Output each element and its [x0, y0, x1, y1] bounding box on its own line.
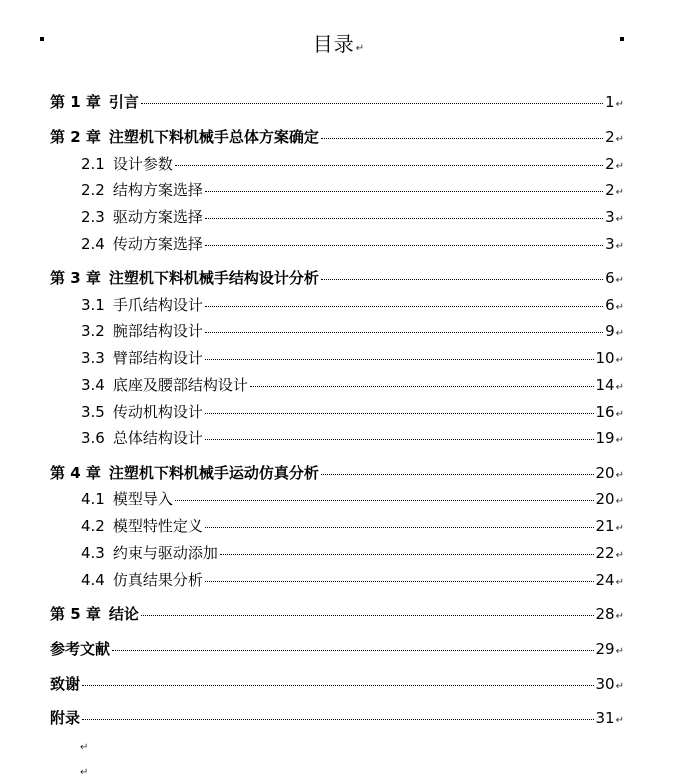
toc-dot-leader — [205, 306, 603, 307]
toc-dot-leader — [321, 474, 594, 475]
toc-dot-leader — [220, 554, 594, 555]
toc-entry-label: 模型导入 — [112, 490, 173, 508]
toc-entry-label: 注塑机下料机械手结构设计分析 — [108, 269, 319, 287]
toc-entry-page: 29 — [595, 640, 615, 658]
toc-entry-label: 参考文献 — [50, 640, 111, 658]
toc-dot-leader — [82, 719, 594, 720]
toc-entry-number: 4.1 — [81, 490, 105, 508]
toc-dot-leader — [205, 581, 594, 582]
toc-dot-leader — [175, 165, 603, 166]
paragraph-mark-icon: ↵ — [615, 715, 624, 726]
toc-entry-page: 14 — [595, 376, 615, 394]
toc-entry[interactable] — [50, 640, 624, 661]
toc-entry-number: 2.1 — [81, 155, 105, 173]
toc-dot-leader — [175, 500, 594, 501]
toc-entry-label: 模型特性定义 — [112, 517, 203, 535]
toc-title-text: 目录 — [312, 32, 355, 56]
toc-entry-page: 2 — [605, 181, 615, 199]
toc-entry-label: 注塑机下料机械手总体方案确定 — [108, 128, 319, 146]
toc-entry-label: 传动方案选择 — [112, 235, 203, 253]
toc-entry-number: 3.6 — [81, 429, 105, 447]
paragraph-mark-icon: ↵ — [615, 187, 624, 198]
paragraph-mark-icon: ↵ — [615, 435, 624, 446]
toc-entry-label: 手爪结构设计 — [112, 296, 203, 314]
toc-entry-number: 2.4 — [81, 235, 105, 253]
paragraph-mark-icon: ↵ — [615, 382, 624, 393]
toc-entry[interactable] — [50, 675, 624, 696]
paragraph-mark-icon: ↵ — [615, 214, 624, 225]
toc-dot-leader — [321, 279, 603, 280]
paragraph-mark-icon: ↵ — [615, 328, 624, 339]
toc-entry[interactable] — [81, 376, 624, 397]
toc-entry-number: 第 2 章 — [50, 128, 101, 146]
toc-entry-label: 总体结构设计 — [112, 429, 203, 447]
toc-entry-number: 3.5 — [81, 403, 105, 421]
toc-dot-leader — [205, 413, 594, 414]
toc-entry-page: 9 — [605, 322, 615, 340]
toc-entry-number: 3.1 — [81, 296, 105, 314]
toc-entry-label: 仿真结果分析 — [112, 571, 203, 589]
toc-dot-leader — [82, 685, 594, 686]
toc-entry-label: 驱动方案选择 — [112, 208, 203, 226]
toc-entry[interactable] — [81, 181, 624, 202]
toc-entry-number: 3.2 — [81, 322, 105, 340]
toc-entry[interactable] — [81, 322, 624, 343]
toc-entry-page: 31 — [595, 709, 615, 727]
toc-entry-page: 2 — [605, 128, 615, 146]
toc-entry-label: 臂部结构设计 — [112, 349, 203, 367]
toc-entry[interactable] — [50, 128, 624, 149]
toc-entry[interactable] — [81, 517, 624, 538]
toc-entry[interactable] — [81, 155, 624, 176]
toc-entry-page: 22 — [595, 544, 615, 562]
toc-entry-number: 3.3 — [81, 349, 105, 367]
paragraph-mark-icon: ↵ — [615, 577, 624, 588]
toc-entry-page: 3 — [605, 208, 615, 226]
paragraph-mark-icon: ↵ — [615, 646, 624, 657]
toc-entry-number: 第 3 章 — [50, 269, 101, 287]
toc-entry[interactable] — [81, 349, 624, 370]
toc-entry-label: 注塑机下料机械手运动仿真分析 — [108, 464, 319, 482]
toc-entry-page: 6 — [605, 269, 615, 287]
toc-entry[interactable] — [81, 544, 624, 565]
paragraph-mark-icon: ↵ — [615, 470, 624, 481]
paragraph-mark-icon: ↵ — [615, 611, 624, 622]
toc-entry-number: 4.3 — [81, 544, 105, 562]
paragraph-mark-icon: ↵ — [80, 742, 89, 753]
toc-entry[interactable] — [81, 571, 624, 592]
toc-entry-page: 10 — [595, 349, 615, 367]
toc-dot-leader — [205, 332, 603, 333]
toc-entry[interactable] — [50, 464, 624, 485]
toc-entry-page: 20 — [595, 490, 615, 508]
toc-entry[interactable] — [50, 605, 624, 626]
paragraph-mark-icon: ↵ — [615, 409, 624, 420]
toc-entry-label: 设计参数 — [112, 155, 173, 173]
paragraph-mark-icon: ↵ — [615, 355, 624, 366]
toc-entry[interactable] — [50, 709, 624, 730]
toc-dot-leader — [141, 103, 603, 104]
toc-entry-page: 16 — [595, 403, 615, 421]
toc-entry[interactable] — [81, 235, 624, 256]
toc-dot-leader — [205, 245, 603, 246]
toc-entry-page: 19 — [595, 429, 615, 447]
toc-entry-page: 28 — [595, 605, 615, 623]
toc-entry-number: 2.3 — [81, 208, 105, 226]
toc-entry-page: 20 — [595, 464, 615, 482]
toc-dot-leader — [321, 138, 603, 139]
paragraph-mark-icon: ↵ — [615, 496, 624, 507]
toc-entry-label: 腕部结构设计 — [112, 322, 203, 340]
toc-entry-page: 21 — [595, 517, 615, 535]
paragraph-mark-icon: ↵ — [615, 134, 624, 145]
toc-dot-leader — [205, 191, 603, 192]
toc-entry-label: 传动机构设计 — [112, 403, 203, 421]
toc-entry[interactable] — [81, 403, 624, 424]
toc-entry[interactable] — [50, 93, 624, 114]
paragraph-mark-icon: ↵ — [615, 275, 624, 286]
toc-entry-number: 第 5 章 — [50, 605, 101, 623]
toc-dot-leader — [205, 527, 594, 528]
toc-dot-leader — [112, 650, 594, 651]
paragraph-mark-icon: ↵ — [355, 43, 366, 54]
toc-entry-number: 第 1 章 — [50, 93, 101, 111]
toc-entry[interactable] — [50, 269, 624, 290]
paragraph-mark-icon: ↵ — [615, 161, 624, 172]
toc-entry-label: 底座及腰部结构设计 — [112, 376, 248, 394]
toc-entry-page: 30 — [595, 675, 615, 693]
toc-entry-label: 引言 — [108, 93, 139, 111]
toc-entry-page: 2 — [605, 155, 615, 173]
toc-entry-label: 约束与驱动添加 — [112, 544, 218, 562]
toc-entry-number: 4.4 — [81, 571, 105, 589]
toc-dot-leader — [141, 615, 594, 616]
toc-dot-leader — [205, 218, 603, 219]
toc-entry-label: 附录 — [50, 709, 81, 727]
paragraph-mark-icon: ↵ — [80, 767, 89, 778]
toc-entry-number: 2.2 — [81, 181, 105, 199]
toc-entry-label: 结构方案选择 — [112, 181, 203, 199]
toc-entry[interactable] — [81, 429, 624, 450]
toc-entry[interactable] — [81, 208, 624, 229]
toc-entry-page: 24 — [595, 571, 615, 589]
toc-entry-label: 致谢 — [50, 675, 81, 693]
toc-entry[interactable] — [81, 296, 624, 317]
toc-entry-page: 1 — [605, 93, 615, 111]
toc-entry-page: 3 — [605, 235, 615, 253]
paragraph-mark-icon: ↵ — [615, 681, 624, 692]
toc-dot-leader — [205, 359, 594, 360]
paragraph-mark-icon: ↵ — [615, 99, 624, 110]
toc-dot-leader — [205, 439, 594, 440]
toc-entry-number: 4.2 — [81, 517, 105, 535]
toc-entry-number: 3.4 — [81, 376, 105, 394]
toc-entry-label: 结论 — [108, 605, 139, 623]
toc-entry[interactable] — [81, 490, 624, 511]
toc-dot-leader — [250, 386, 594, 387]
toc-entry-page: 6 — [605, 296, 615, 314]
paragraph-mark-icon: ↵ — [615, 241, 624, 252]
paragraph-mark-icon: ↵ — [615, 302, 624, 313]
paragraph-mark-icon: ↵ — [615, 550, 624, 561]
paragraph-mark-icon: ↵ — [615, 523, 624, 534]
toc-entry-number: 第 4 章 — [50, 464, 101, 482]
